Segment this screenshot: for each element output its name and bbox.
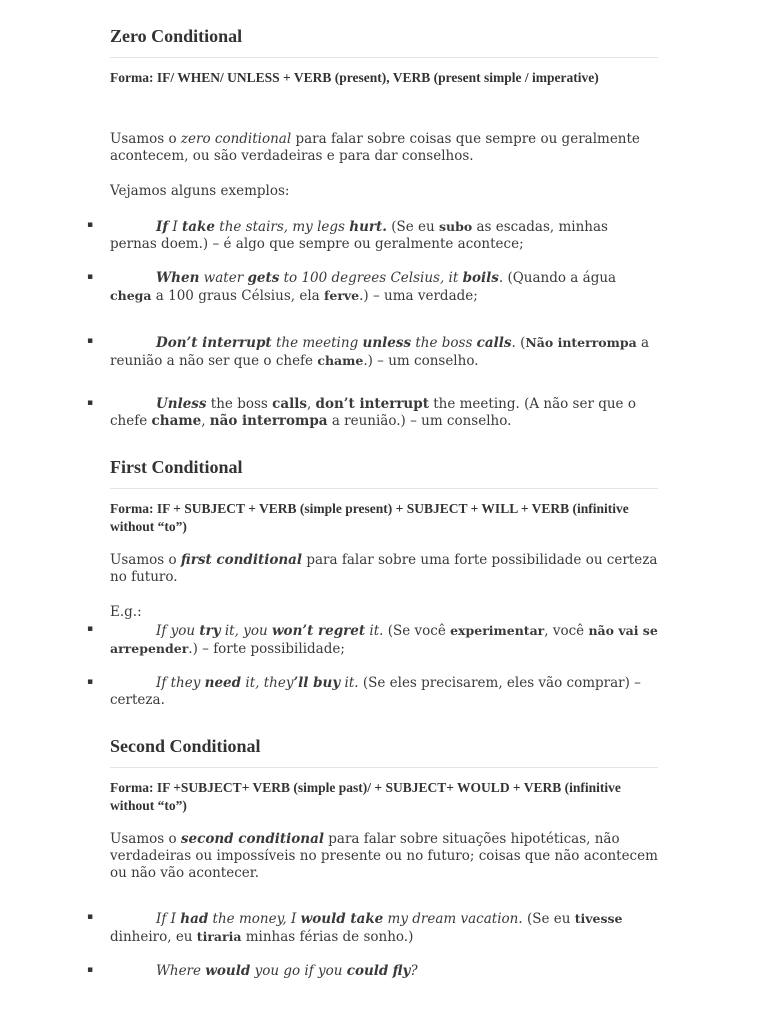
list-item: ▪ If I had the money, I would take my dream vacation. (Se eu tivesse dinheiro, eu tiraria minhas férias de sonho.) [87, 911, 623, 945]
zero-conditional-section [110, 26, 658, 58]
section-title: First Conditional [110, 457, 658, 489]
bullet-icon: ▪ [87, 965, 94, 975]
bullet-icon: ▪ [87, 677, 94, 687]
section-title: Second Conditional [110, 736, 658, 768]
bullet-icon: ▪ [87, 912, 94, 922]
list-item: ▪ If they need it, they’ll buy it. (Se eles precisarem, eles vão comprar) – certeza. [87, 675, 641, 708]
list-item: ▪ Unless the boss calls, don’t interrupt the meeting. (A não ser que o chefe chame, não interrompa a reunião.) – um conselho. [87, 396, 636, 429]
list-item: ▪ If I take the stairs, my legs hurt. (Se eu subo as escadas, minhas pernas doem.) – é algo que sempre ou geralmente acontece; [87, 219, 608, 252]
second-conditional-section [110, 736, 658, 768]
intro-paragraph: Usamos o first conditional para falar sobre uma forte possibilidade ou certeza no futuro. [110, 552, 658, 585]
list-item: ▪ If you try it, you won’t regret it. (Se você experimentar, você não vai se arrepender.) – forte possibilidade; [87, 623, 658, 657]
section-title: Zero Conditional [110, 26, 658, 58]
bullet-icon: ▪ [87, 272, 94, 282]
examples-label: Vejamos alguns exemplos: [110, 183, 290, 199]
bullet-icon: ▪ [87, 336, 94, 346]
bullet-icon: ▪ [87, 220, 94, 230]
list-item: ▪ Don’t interrupt the meeting unless the boss calls. (Não interrompa a reunião a não ser que o chefe chame.) – um conselho. [87, 335, 650, 369]
forma-rule: Forma: IF/ WHEN/ UNLESS + VERB (present), VERB (present simple / imperative) [110, 70, 599, 85]
list-item: ▪ When water gets to 100 degrees Celsius, it boils. (Quando a água chega a 100 graus Célsius, ela ferve.) – uma verdade; [87, 270, 617, 304]
list-item: ▪ Where would you go if you could fly? [87, 963, 418, 979]
intro-paragraph: Usamos o zero conditional para falar sobre coisas que sempre ou geralmente acontecem, ou são verdadeiras e para dar conselhos. [110, 131, 640, 164]
bullet-icon: ▪ [87, 624, 94, 634]
bullet-icon: ▪ [87, 398, 94, 408]
intro-paragraph: Usamos o second conditional para falar sobre situações hipotéticas, não verdadeiras ou impossíveis no presente ou no futuro; coisas que não acontecem ou não vão acontecer. [110, 831, 658, 881]
forma-rule: Forma: IF + SUBJECT + VERB (simple present) + SUBJECT + WILL + VERB (infinitive without “to”) [110, 501, 629, 534]
first-conditional-section [110, 457, 658, 489]
eg-label: E.g.: [110, 604, 142, 620]
forma-rule: Forma: IF +SUBJECT+ VERB (simple past)/ + SUBJECT+ WOULD + VERB (infinitive without “to”) [110, 780, 621, 813]
